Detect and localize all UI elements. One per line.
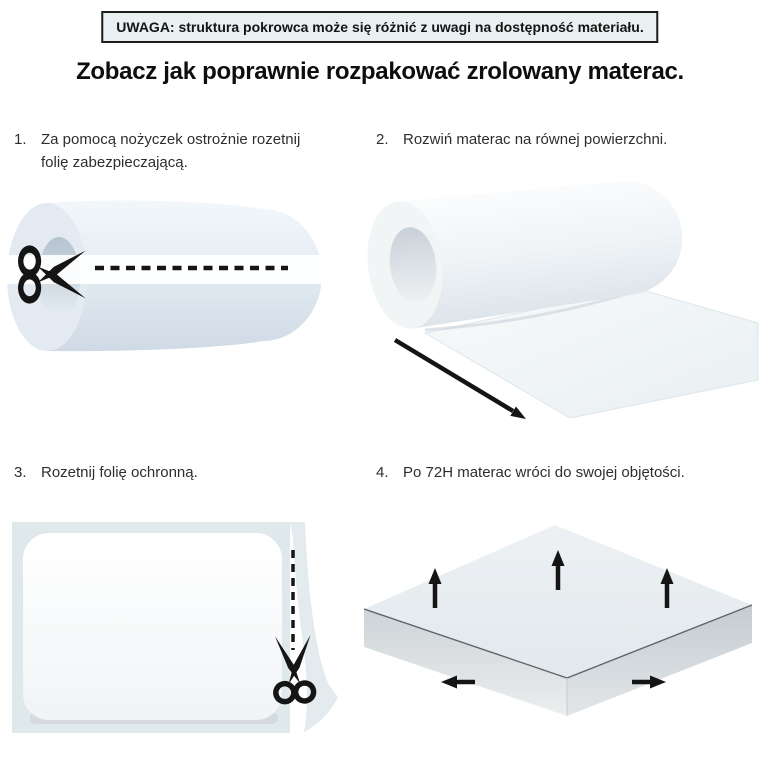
illustration-rolled-mattress-cut xyxy=(5,195,330,355)
mattress xyxy=(23,533,282,720)
step-4-text: Po 72H materac wróci do swojej objętości. xyxy=(403,464,685,481)
step-4-number: 4. xyxy=(376,464,389,481)
page-title: Zobacz jak poprawnie rozpakować zrolowany materac. xyxy=(76,58,684,85)
illustration-unrolling-mattress xyxy=(365,170,760,420)
notice-banner xyxy=(101,11,658,43)
step-1-number: 1. xyxy=(14,131,27,148)
step-1 xyxy=(14,129,329,174)
step-2-number: 2. xyxy=(376,131,389,148)
illustration-expanding-mattress xyxy=(355,518,760,760)
step-2 xyxy=(376,129,754,152)
notice-text: UWAGA: struktura pokrowca może się różnić z uwagi na dostępność materiału. xyxy=(116,19,644,35)
step-2-text: Rozwiń materac na równej powierzchni. xyxy=(403,131,668,148)
step-3-number: 3. xyxy=(14,464,27,481)
step-3-text: Rozetnij folię ochronną. xyxy=(41,464,198,481)
step-1-text: Za pomocą nożyczek ostrożnie rozetnij folię zabezpieczającą. xyxy=(41,131,301,171)
illustration-cut-protective-film xyxy=(10,518,345,760)
step-4 xyxy=(376,462,756,485)
step-3 xyxy=(14,462,348,485)
